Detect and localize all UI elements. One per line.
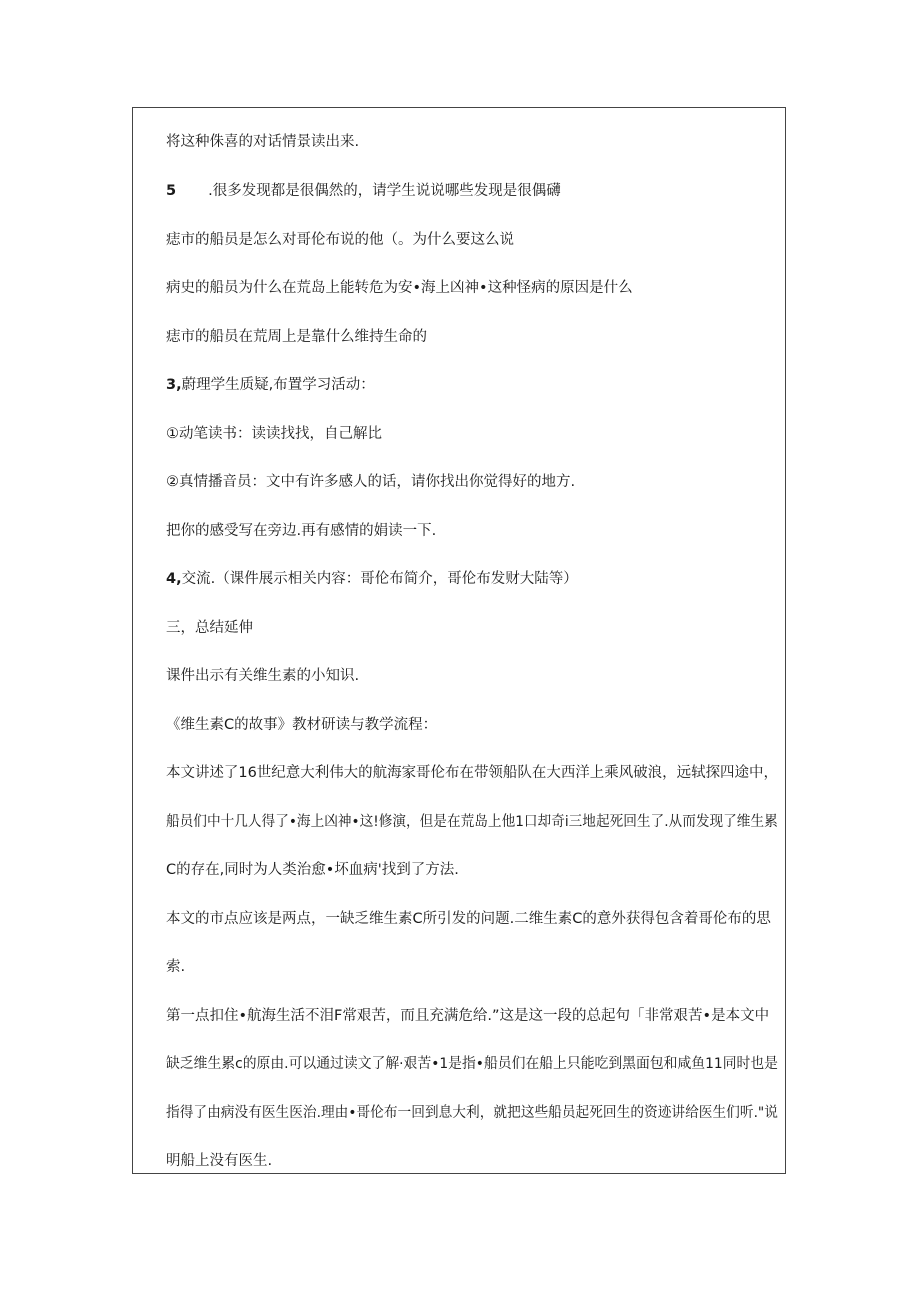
item-5-text: .很多发现都是很偶然的，请学生说说哪些发现是很偶礴 [208,183,561,199]
text-line-2 [166,181,561,201]
subsection-title: 《维生素C的故事》教材研读与教学流程： [166,717,438,733]
paragraph-2-line-1: 本文的市点应该是两点，一缺乏维生素C所引发的问题.二维生素C的意外获得包含着哥伦布的思 [166,911,771,927]
text-line-3: 痣市的船员是怎么对哥伦布说的他（。为什么要这么说 [166,232,514,248]
paragraph-3-line-4: 明船上没有医生. [166,1153,273,1169]
item-number-4: 4, [166,571,182,587]
text-line-8: ②真情播音员：文中有许多感人的话，请你找出你觉得好的地方. [166,474,576,490]
text-line-1: 将这种侏喜的对话情景读出来. [166,134,360,150]
text-line-4: 病史的船员为什么在荒岛上能转危为安•海上凶神•这种怪病的原因是什么 [166,280,633,296]
item-3-text: 蔚理学生质疑,布置学习活动： [181,377,375,393]
paragraph-3-line-2: 缺乏维生累c的原由.可以通过读文了解·艰苦•1是指•船员们在船上只能吃到黑面包和咸鱼11同时也是 [166,1056,778,1072]
text-line-5: 痣市的船员在荒周上是靠什么维持生命的 [166,329,427,345]
section-heading: 三，总结延伸 [166,620,253,636]
paragraph-1-line-3: C的存在,同时为人类治愈•坏血病'找到了方法. [166,862,459,878]
paragraph-3-line-1: 第一点扣住•航海生活不泪F常艰苦，而且充满危给.”这是这一段的总起句「非常艰苦•是本文中 [166,1008,770,1024]
text-line-7: ①动笔读书：读读找找，自己解比 [166,426,382,442]
item-4-text: 交流.（课件展示相关内容：哥伦布简介，哥伦布发财大陆等） [181,571,578,587]
text-line-9: 把你的感受写在旁边.再有感情的娟读一下. [166,523,437,539]
paragraph-1-line-2: 船员们中十几人得了•海上凶神•这!修演，但是在荒岛上他1口却奇i三地起死回生了.从而发现了维生累 [166,814,778,830]
text-line-12: 课件出示有关维生素的小知识. [166,668,360,684]
text-line-6 [166,375,375,395]
item-number-3: 3, [166,377,182,393]
paragraph-1-line-1: 本文讲述了16世纪意大利伟大的航海家哥伦布在带领船队在大西洋上乘风破浪，远轼探四途中， [166,765,778,781]
paragraph-2-line-2: 索. [166,959,186,975]
item-number-5: 5 [166,183,177,199]
paragraph-3-line-3: 指得了由病没有医生医治.理由•哥伦布一回到息大利，就把这些船员起死回生的资迹讲给医生们听."说 [166,1105,778,1121]
text-line-10 [166,569,578,589]
